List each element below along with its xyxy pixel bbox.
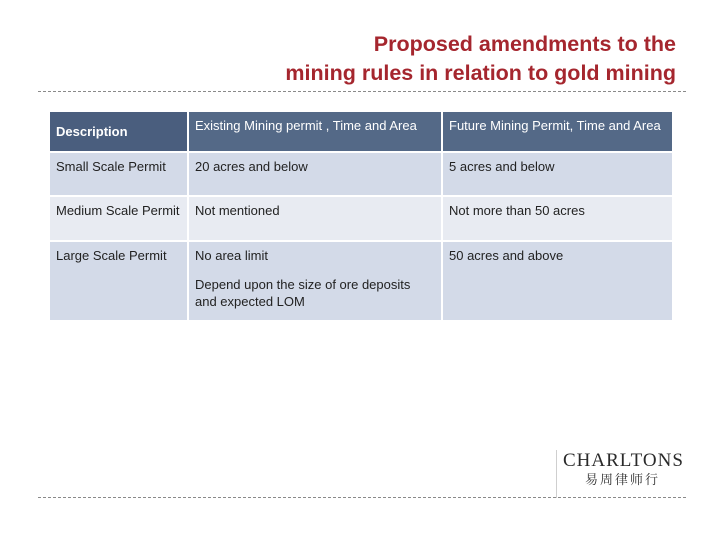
- slide-title-line-1: Proposed amendments to the: [373, 32, 676, 56]
- row-description-cell: Large Scale Permit: [49, 241, 188, 321]
- top-dashed-divider: [38, 91, 686, 92]
- row-existing-note: Depend upon the size of ore deposits and expected LOM: [195, 277, 411, 309]
- table-row: [49, 196, 673, 241]
- row-existing-cell: 20 acres and below: [188, 152, 442, 196]
- row-existing-value: No area limit: [195, 248, 268, 263]
- row-existing-cell: [188, 241, 442, 321]
- logo-name-chinese: 易周律师行: [585, 473, 661, 488]
- table-header-row: [49, 111, 673, 152]
- header-existing-permit: Existing Mining permit , Time and Area: [188, 111, 442, 152]
- table-row: [49, 152, 673, 196]
- slide-title-line-2: mining rules in relation to gold mining: [285, 61, 676, 85]
- row-future-cell: 50 acres and above: [442, 241, 673, 321]
- row-description-cell: Medium Scale Permit: [49, 196, 188, 241]
- header-future-permit: Future Mining Permit, Time and Area: [442, 111, 673, 152]
- row-description-cell: Small Scale Permit: [49, 152, 188, 196]
- charltons-logo: [556, 450, 684, 498]
- bottom-dashed-divider: [38, 497, 686, 498]
- header-description: Description: [49, 111, 188, 152]
- table-row: [49, 241, 673, 321]
- row-future-cell: 5 acres and below: [442, 152, 673, 196]
- logo-name-english: CHARLTONS: [563, 450, 684, 471]
- row-existing-cell: Not mentioned: [188, 196, 442, 241]
- slide-title: [76, 30, 676, 88]
- permit-comparison-table: [48, 110, 674, 322]
- row-future-cell: Not more than 50 acres: [442, 196, 673, 241]
